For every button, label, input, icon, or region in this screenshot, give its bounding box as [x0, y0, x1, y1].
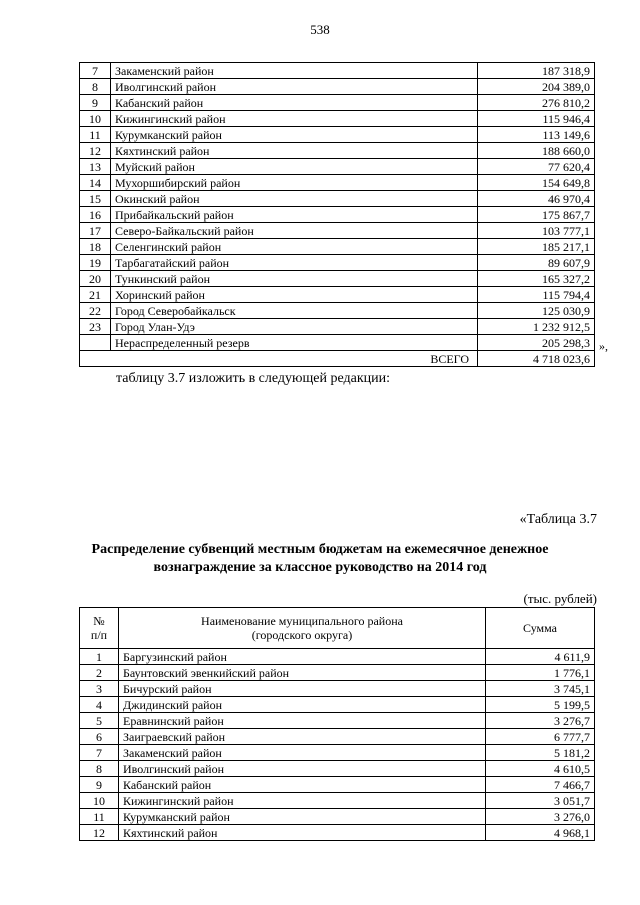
row-number: 20 [80, 271, 111, 287]
table-row [80, 143, 595, 159]
header-number [80, 608, 119, 649]
table-label: «Таблица 3.7 [519, 512, 597, 527]
table-row [80, 319, 595, 335]
table-row [80, 825, 595, 841]
row-value: 276 810,2 [478, 95, 595, 111]
unit-label: (тыс. рублей) [523, 591, 597, 606]
table-title [0, 541, 640, 577]
total-value: 4 718 023,6 [478, 351, 595, 367]
table-row [80, 713, 595, 729]
row-name: Кабанский район [119, 777, 486, 793]
row-name: Закаменский район [119, 745, 486, 761]
row-number: 4 [80, 697, 119, 713]
row-name: Селенгинский район [111, 239, 478, 255]
row-value: 188 660,0 [478, 143, 595, 159]
table-title-line-1: Распределение субвенций местным бюджетам на ежемесячное денежное [91, 542, 549, 557]
table-row [80, 175, 595, 191]
row-name: Еравнинский район [119, 713, 486, 729]
row-number: 7 [80, 63, 111, 79]
table-row [80, 79, 595, 95]
row-value: 187 318,9 [478, 63, 595, 79]
row-value: 125 030,9 [478, 303, 595, 319]
table-title-line-2: вознаграждение за классное руководство на 2014 год [153, 560, 487, 575]
row-value: 113 149,6 [478, 127, 595, 143]
row-value: 77 620,4 [478, 159, 595, 175]
row-number: 1 [80, 649, 119, 665]
row-number: 17 [80, 223, 111, 239]
table-row [80, 649, 595, 665]
row-value: 3 745,1 [486, 681, 595, 697]
total-row [80, 351, 595, 367]
row-value: 89 607,9 [478, 255, 595, 271]
row-number: 16 [80, 207, 111, 223]
row-number: 18 [80, 239, 111, 255]
row-number: 5 [80, 713, 119, 729]
table-row [80, 809, 595, 825]
row-number: 12 [80, 143, 111, 159]
row-number: 3 [80, 681, 119, 697]
row-value: 6 777,7 [486, 729, 595, 745]
row-value: 3 276,0 [486, 809, 595, 825]
page-number: 538 [310, 22, 330, 37]
row-name: Мухоршибирский район [111, 175, 478, 191]
row-name: Баунтовский эвенкийский район [119, 665, 486, 681]
table-row [80, 681, 595, 697]
row-number: 14 [80, 175, 111, 191]
row-value: 3 276,7 [486, 713, 595, 729]
row-number [80, 335, 111, 351]
row-number: 8 [80, 761, 119, 777]
row-value: 46 970,4 [478, 191, 595, 207]
row-value: 7 466,7 [486, 777, 595, 793]
row-number: 11 [80, 809, 119, 825]
row-number: 10 [80, 793, 119, 809]
header-name-line-1: Наименование муниципального района [201, 614, 403, 628]
table-row [80, 303, 595, 319]
table-row [80, 761, 595, 777]
row-name: Баргузинский район [119, 649, 486, 665]
row-number: 9 [80, 777, 119, 793]
table-row [80, 745, 595, 761]
row-name: Тункинский район [111, 271, 478, 287]
row-number: 8 [80, 79, 111, 95]
row-value: 5 199,5 [486, 697, 595, 713]
row-number: 11 [80, 127, 111, 143]
row-value: 4 610,5 [486, 761, 595, 777]
header-name-line-2: (городского округа) [251, 628, 353, 642]
row-value: 204 389,0 [478, 79, 595, 95]
row-name: Кяхтинский район [111, 143, 478, 159]
row-name: Прибайкальский район [111, 207, 478, 223]
row-number: 22 [80, 303, 111, 319]
table-row [80, 127, 595, 143]
table-row [80, 239, 595, 255]
row-number: 12 [80, 825, 119, 841]
row-value: 175 867,7 [478, 207, 595, 223]
table-row [80, 335, 595, 351]
row-name: Кабанский район [111, 95, 478, 111]
row-name: Иволгинский район [111, 79, 478, 95]
table-row [80, 271, 595, 287]
row-name: Нераспределенный резерв [111, 335, 478, 351]
table-row [80, 191, 595, 207]
row-name: Заиграевский район [119, 729, 486, 745]
row-name: Тарбагатайский район [111, 255, 478, 271]
row-value: 205 298,3 [478, 335, 595, 351]
row-value: 4 968,1 [486, 825, 595, 841]
row-value: 4 611,9 [486, 649, 595, 665]
row-value: 154 649,8 [478, 175, 595, 191]
table-header-row [80, 608, 595, 649]
row-name: Муйский район [111, 159, 478, 175]
table-row [80, 111, 595, 127]
row-name: Закаменский район [111, 63, 478, 79]
header-number-line-2: п/п [90, 628, 108, 642]
row-name: Кижингинский район [119, 793, 486, 809]
instruction-paragraph: таблицу 3.7 изложить в следующей редакции: [116, 371, 391, 386]
row-name: Северо-Байкальский район [111, 223, 478, 239]
header-number-line-1: № [93, 614, 105, 628]
table-row [80, 665, 595, 681]
table-row [80, 95, 595, 111]
row-number: 7 [80, 745, 119, 761]
row-number: 21 [80, 287, 111, 303]
row-name: Курумканский район [111, 127, 478, 143]
closing-quote: », [599, 339, 608, 353]
table-row [80, 793, 595, 809]
table-row [80, 223, 595, 239]
row-number: 9 [80, 95, 111, 111]
table-row [80, 159, 595, 175]
row-number: 13 [80, 159, 111, 175]
row-number: 15 [80, 191, 111, 207]
row-name: Окинский район [111, 191, 478, 207]
row-name: Город Улан-Удэ [111, 319, 478, 335]
row-number: 19 [80, 255, 111, 271]
row-name: Бичурский район [119, 681, 486, 697]
row-number: 2 [80, 665, 119, 681]
row-name: Кяхтинский район [119, 825, 486, 841]
table-row [80, 63, 595, 79]
row-value: 1 232 912,5 [478, 319, 595, 335]
row-name: Джидинский район [119, 697, 486, 713]
row-name: Город Северобайкальск [111, 303, 478, 319]
header-sum: Сумма [486, 608, 595, 649]
row-value: 103 777,1 [478, 223, 595, 239]
row-value: 115 794,4 [478, 287, 595, 303]
row-name: Хоринский район [111, 287, 478, 303]
row-value: 115 946,4 [478, 111, 595, 127]
row-value: 165 327,2 [478, 271, 595, 287]
previous-table [79, 62, 595, 367]
row-number: 6 [80, 729, 119, 745]
subvention-table [79, 607, 595, 841]
table-row [80, 287, 595, 303]
row-number: 10 [80, 111, 111, 127]
table-row [80, 207, 595, 223]
row-value: 1 776,1 [486, 665, 595, 681]
row-value: 3 051,7 [486, 793, 595, 809]
table-row [80, 697, 595, 713]
table-row [80, 729, 595, 745]
table-row [80, 777, 595, 793]
table-row [80, 255, 595, 271]
row-name: Курумканский район [119, 809, 486, 825]
row-value: 5 181,2 [486, 745, 595, 761]
row-number: 23 [80, 319, 111, 335]
row-name: Кижингинский район [111, 111, 478, 127]
row-name: Иволгинский район [119, 761, 486, 777]
row-value: 185 217,1 [478, 239, 595, 255]
header-name [119, 608, 486, 649]
total-label: ВСЕГО [80, 351, 478, 367]
